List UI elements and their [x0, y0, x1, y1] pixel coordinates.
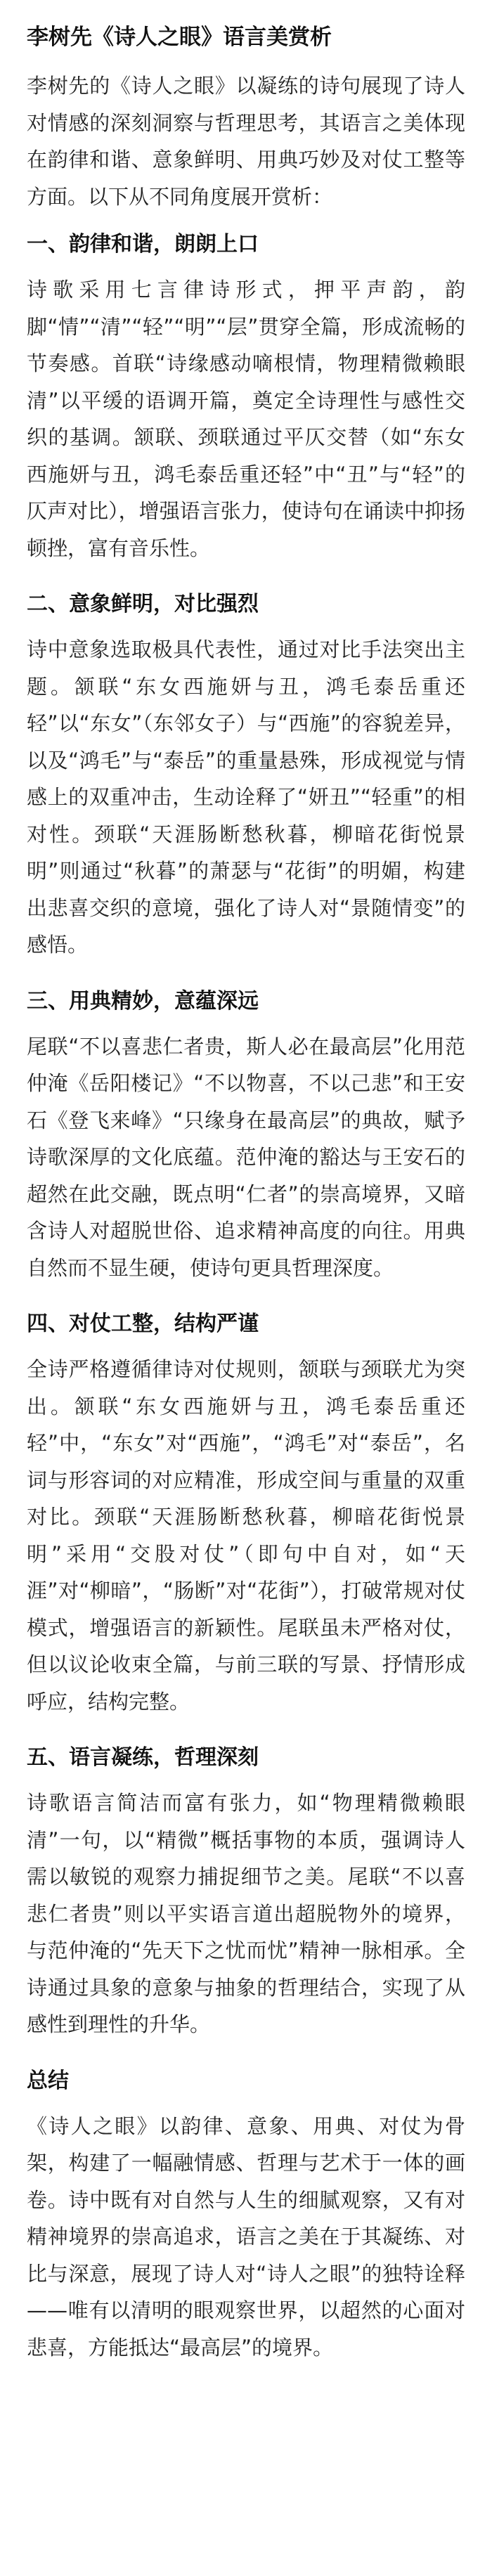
section-imagery: [27, 588, 465, 964]
section-allusion: [27, 985, 465, 1287]
article-title: 李树先《诗人之眼》语言美赏析: [27, 25, 332, 50]
section-heading: 三、用典精妙，意蕴深远: [27, 988, 259, 1014]
section-paragraph: 诗歌语言简洁而富有张力，如“物理精微赖眼清”一句，以“精微”概括事物的本质，强调诗人需以敏锐的观察力捕捉细节之美。尾联“不以喜悲仁者贵”则以平实语言道出超脱物外的境界，与范仲淹的“先天下之忧而忧”精神一脉相承。全诗通过具象的意象与抽象的哲理结合，实现了从感性到理性的升华。: [27, 1791, 465, 2036]
section-paragraph: 全诗严格遵循律诗对仗规则，颔联与颈联尤为突出。颔联“东女西施妍与丑，鸿毛泰岳重还轻”中，“东女”对“西施”，“鸿毛”对“泰岳”，名词与形容词的对应精准，形成空间与重量的双重对比。颈联“天涯肠断愁秋暮，柳暗花街悦景明”采用“交股对仗”（即句中自对，如“天涯”对“柳暗”，“肠断”对“花街”），打破常规对仗模式，增强语言的新颖性。尾联虽未严格对仗，但以议论收束全篇，与前三联的写景、抒情形成呼应，结构完整。: [27, 1357, 465, 1714]
section-paragraph: 《诗人之眼》以韵律、意象、用典、对仗为骨架，构建了一幅融情感、哲理与艺术于一体的画卷。诗中既有对自然与人生的细腻观察，又有对精神境界的崇高追求，语言之美在于其凝练、对比与深意，展现了诗人对“诗人之眼”的独特诠释——唯有以清明的眼观察世界，以超然的心面对悲喜，方能抵达“最高层”的境界。: [27, 2114, 465, 2360]
section-paragraph: 尾联“不以喜悲仁者贵，斯人必在最高层”化用范仲淹《岳阳楼记》“不以物喜，不以己悲”和王安石《登飞来峰》“只缘身在最高层”的典故，赋予诗歌深厚的文化底蕴。范仲淹的豁达与王安石的超然在此交融，既点明“仁者”的崇高境界，又暗含诗人对超脱世俗、追求精神高度的向往。用典自然而不显生硬，使诗句更具哲理深度。: [27, 1034, 465, 1280]
section-paragraph: 诗中意象选取极具代表性，通过对比手法突出主题。颔联“东女西施妍与丑，鸿毛泰岳重还轻”以“东女”（东邻女子）与“西施”的容貌差异，以及“鸿毛”与“泰岳”的重量悬殊，形成视觉与情感上的双重冲击，生动诠释了“妍丑”“轻重”的相对性。颈联“天涯肠断愁秋暮，柳暗花街悦景明”则通过“秋暮”的萧瑟与“花街”的明媚，构建出悲喜交织的意境，强化了诗人对“景随情变”的感悟。: [27, 637, 465, 957]
section-heading: 一、韵律和谐，朗朗上口: [27, 232, 259, 257]
section-heading: 五、语言凝练，哲理深刻: [27, 1745, 259, 1770]
section-heading: 总结: [27, 2068, 69, 2093]
section-heading: 二、意象鲜明，对比强烈: [27, 592, 259, 616]
section-paragraph: 诗歌采用七言律诗形式，押平声韵，韵脚“情”“清”“轻”“明”“层”贯穿全篇，形成流畅的节奏感。首联“诗缘感动嘀根情，物理精微赖眼清”以平缓的语调开篇，奠定全诗理性与感性交织的基调。颔联、颈联通过平仄交替（如“东女西施妍与丑，鸿毛泰岳重还轻”中“丑”与“轻”的仄声对比），增强语言张力，使诗句在诵读中抑扬顿挫，富有音乐性。: [27, 278, 465, 560]
intro-paragraph: 李树先的《诗人之眼》以凝练的诗句展现了诗人对情感的深刻洞察与哲理思考，其语言之美体现在韵律和谐、意象鲜明、用典巧妙及对仗工整等方面。以下从不同角度展开赏析：: [27, 74, 465, 209]
section-parallelism: [27, 1307, 465, 1720]
section-rhythm: [27, 228, 465, 567]
section-philosophy: [27, 1741, 465, 2043]
section-summary: [27, 2064, 465, 2367]
section-heading: 四、对仗工整，结构严谨: [27, 1312, 259, 1336]
